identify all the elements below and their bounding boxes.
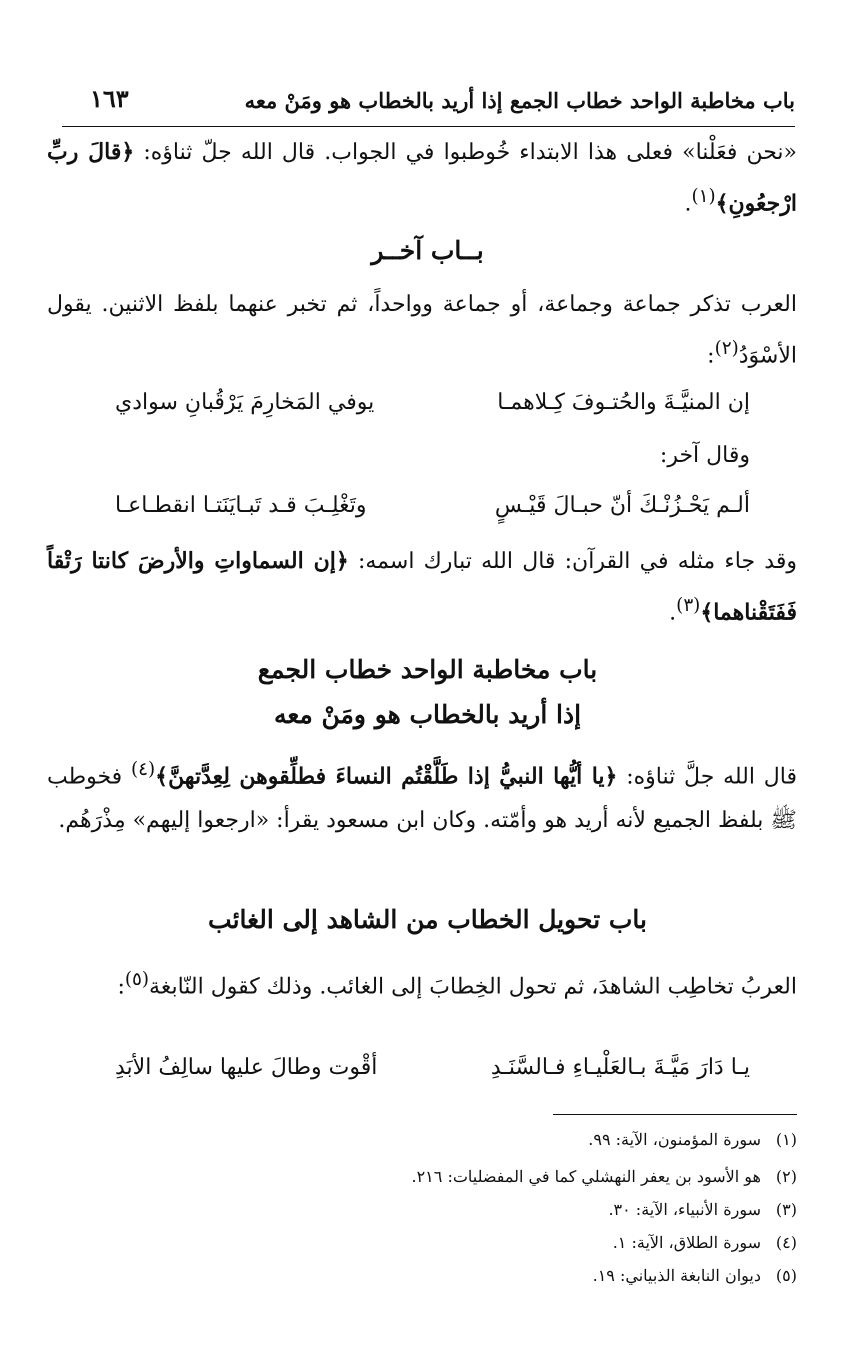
paragraph-1-text: «نحن فعَلْنا» فعلى هذا الابتداء خُوطبوا في الجواب. قال الله جلّ ثناؤه:	[134, 140, 797, 165]
verse-3-second-hemistich: أقْوت وطالَ عليها سالِفُ الأبَدِ	[115, 1055, 378, 1080]
paragraph-5-text: العربُ تخاطِب الشاهدَ، ثم تحول الخِطابَ إلى الغائب. وذلك كقول النّابغة	[149, 974, 797, 1000]
quran-quote-1: ﴿قالَ ربِّ ارْجعُونِ﴾	[47, 139, 797, 217]
footnote-3-text: سورة الأنبياء، الآية: ٣٠.	[608, 1200, 761, 1219]
footnote-ref-3: (٣)	[676, 595, 701, 616]
footnote-1	[588, 1130, 797, 1149]
footnote-4	[613, 1233, 797, 1252]
footnote-ref-4: (٤)	[131, 759, 156, 780]
paragraph-1	[47, 130, 797, 226]
paragraph-4	[47, 748, 797, 843]
footnote-2-number: (٢)	[775, 1167, 797, 1186]
poetry-verse-1	[115, 390, 750, 415]
poetry-verse-2	[115, 493, 750, 518]
poetry-verse-3	[115, 1055, 750, 1080]
footnote-ref-2: (٢)	[714, 338, 739, 359]
footnote-1-number: (١)	[775, 1130, 797, 1149]
section-heading-another-chapter: بــاب آخــر	[371, 236, 484, 265]
paragraph-3-end: .	[669, 600, 677, 626]
paragraph-3	[47, 539, 797, 635]
paragraph-4-text-start: قال الله جلَّ ثناؤه:	[617, 764, 797, 790]
another-poet-line: وقال آخر:	[659, 443, 750, 468]
verse-2-first-hemistich: ألـم يَحْـزُنْـكَ أنّ حبـالَ قَيْـسٍ	[494, 493, 750, 518]
paragraph-3-text: وقد جاء مثله في القرآن: قال الله تبارك اسمه:	[348, 549, 797, 574]
footnote-ref-5: (٥)	[124, 969, 150, 990]
page-number: ١٦٣	[90, 84, 129, 113]
footnote-1-text: سورة المؤمنون، الآية: ٩٩.	[588, 1130, 761, 1149]
header-divider	[62, 126, 795, 127]
paragraph-2-end: :	[707, 343, 715, 369]
footnote-5-text: ديوان النابغة الذبياني: ١٩.	[592, 1266, 761, 1285]
section-heading-2-line-1: باب مخاطبة الواحد خطاب الجمع	[257, 655, 598, 684]
footnote-2	[411, 1167, 797, 1186]
paragraph-5	[47, 958, 797, 1009]
quran-quote-2: ﴿إن السماواتِ والأرضَ كانتا رَتْقاً فَفَتَقْناهما﴾	[47, 548, 797, 626]
running-header-title: باب مخاطبة الواحد خطاب الجمع إذا أريد بالخطاب هو ومَنْ معه	[244, 88, 795, 113]
footnote-5	[593, 1266, 797, 1285]
section-heading-2-line-2: إذا أريد بالخطاب هو ومَنْ معه	[273, 700, 582, 729]
footnote-2-text: هو الأسود بن يعفر النهشلي كما في المفضليات: ٢١٦.	[411, 1167, 761, 1186]
paragraph-4-text-end: فخوطب ﷺ بلفظ الجميع لأنه أريد هو وأمّته. وكان ابن مسعود يقرأ: «ارجعوا إليهم» مِذْرَهُم.	[47, 764, 797, 834]
footnote-3	[608, 1200, 797, 1219]
footnote-4-text: سورة الطلاق، الآية: ١.	[612, 1233, 761, 1252]
quran-quote-3: ﴿يا أيُّها النبيُّ إذا طَلَّقْتُم النساءَ فطلِّقوهن لِعِدَّتهنَّ﴾	[155, 763, 618, 790]
footnote-ref-1: (١)	[691, 186, 716, 207]
verse-1-first-hemistich: إن المنيَّـةَ والحُتـوفَ كِـلاهمـا	[497, 390, 750, 415]
verse-3-first-hemistich: يـا دَارَ مَيَّـةَ بـالعَلْيـاءِ فـالسَّنَـدِ	[490, 1055, 750, 1080]
verse-1-second-hemistich: يوفي المَخارِمَ يَرْقُبانِ سوادي	[115, 390, 375, 415]
section-heading-3: باب تحويل الخطاب من الشاهد إلى الغائب	[208, 905, 647, 934]
paragraph-2	[47, 283, 797, 378]
paragraph-1-end: .	[684, 191, 692, 217]
paragraph-2-text: العرب تذكر جماعة وجماعة، أو جماعة وواحداً، ثم تخبر عنهما بلفظ الاثنين. يقول الأسْوَدُ	[47, 292, 797, 369]
paragraph-5-end: :	[117, 974, 125, 1000]
footnote-5-number: (٥)	[775, 1266, 797, 1285]
footnote-3-number: (٣)	[775, 1200, 797, 1219]
footnote-divider	[553, 1114, 797, 1115]
footnote-4-number: (٤)	[775, 1233, 797, 1252]
verse-2-second-hemistich: وتَغْلِـبَ قـد تَبـايَنَتـا انقطـاعـا	[115, 493, 367, 518]
